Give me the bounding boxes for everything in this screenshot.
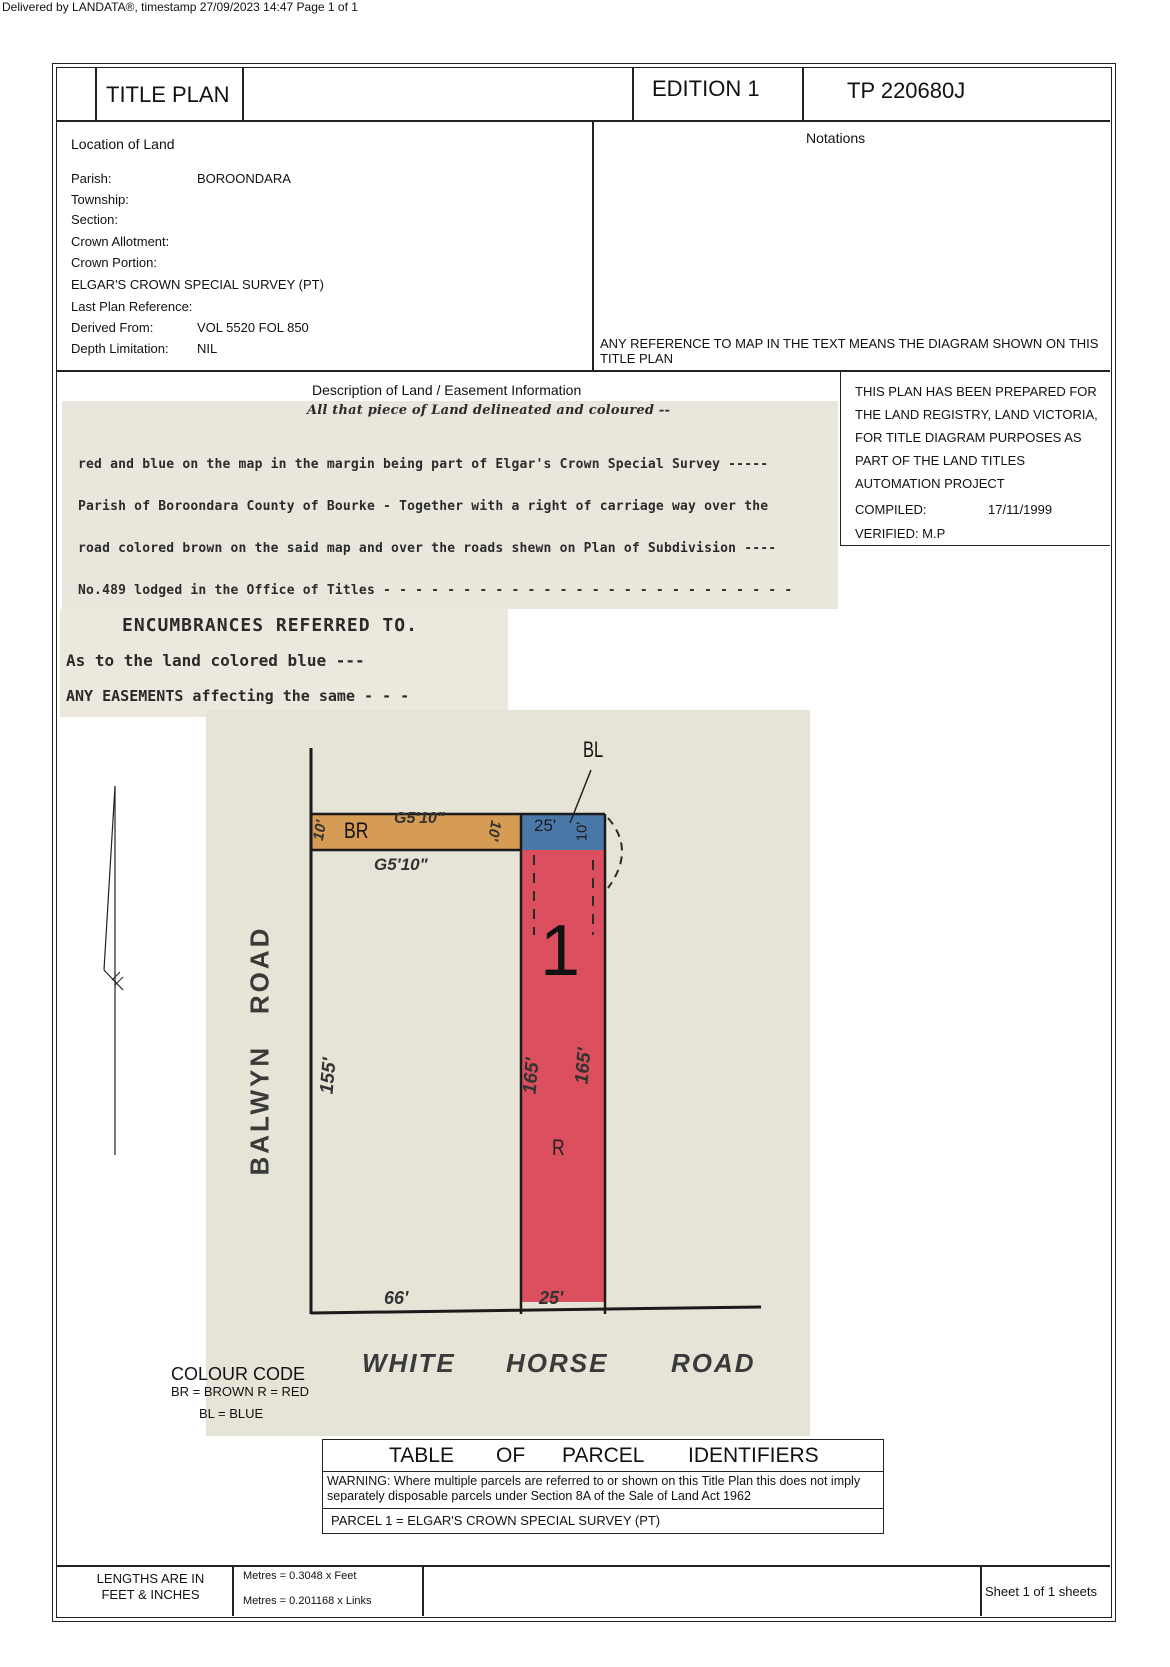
- parcel-table-row: PARCEL 1 = ELGAR'S CROWN SPECIAL SURVEY (PT): [331, 1513, 661, 1528]
- prepared-text: THIS PLAN HAS BEEN PREPARED FOR THE LAND REGISTRY, LAND VICTORIA, FOR TITLE DIAGRAM PURPOSES AS PART OF THE LAND TITLES AUTOMATION PROJECT: [855, 384, 1098, 491]
- colour-code-heading: COLOUR CODE: [171, 1364, 306, 1384]
- road-south-3: ROAD: [671, 1348, 756, 1378]
- encumbrances-line-2: ANY EASEMENTS affecting the same - - -: [66, 687, 410, 705]
- plan-number: TP 220680J: [847, 78, 966, 103]
- parcel-table-heading-2: OF: [496, 1444, 526, 1467]
- dim-66: 66': [384, 1288, 409, 1308]
- depth-label: Depth Limitation:: [71, 341, 169, 356]
- br-left-dim: 10': [310, 819, 331, 842]
- description-line-2: red and blue on the map in the margin being part of Elgar's Crown Special Survey -----: [78, 457, 769, 472]
- r-label: R: [552, 1135, 565, 1160]
- parish-label: Parish:: [71, 171, 112, 186]
- br-label: BR: [344, 818, 369, 843]
- parcel-table: [322, 1439, 884, 1534]
- encumbrances-heading: ENCUMBRANCES REFERRED TO.: [122, 615, 418, 636]
- br-dim-bottom: G5'10": [374, 855, 428, 874]
- compiled-value: 17/11/1999: [988, 502, 1053, 517]
- metres-links: Metres = 0.201168 x Links: [243, 1595, 372, 1607]
- parish-value: BOROONDARA: [197, 171, 291, 186]
- bl-width-dim: 25': [534, 816, 557, 835]
- description-line-3: Parish of Boroondara County of Bourke - Together with a right of carriage way over the: [78, 499, 769, 514]
- derived-from-label: Derived From:: [71, 320, 154, 335]
- edition: EDITION 1: [652, 76, 760, 101]
- location-heading: Location of Land: [71, 136, 175, 152]
- encumbrances-line-1: As to the land colored blue ---: [66, 651, 365, 670]
- dim-165-right: 165': [571, 1047, 596, 1085]
- compiled-label: COMPILED:: [855, 502, 927, 517]
- derived-from-value: VOL 5520 FOL 850: [197, 320, 309, 335]
- dim-165-left: 165': [519, 1057, 544, 1095]
- parcel-number: 1: [540, 911, 581, 991]
- sheet-count: Sheet 1 of 1 sheets: [985, 1584, 1098, 1599]
- parcel-table-heading-1: TABLE: [389, 1444, 454, 1467]
- survey-name: ELGAR'S CROWN SPECIAL SURVEY (PT): [71, 277, 324, 292]
- verified: VERIFIED: M.P: [855, 526, 946, 541]
- section-label: Section:: [71, 212, 118, 227]
- plan-diagram: [206, 710, 810, 1436]
- notations-text: ANY REFERENCE TO MAP IN THE TEXT MEANS THE DIAGRAM SHOWN ON THIS TITLE PLAN: [600, 336, 1099, 366]
- crown-portion-label: Crown Portion:: [71, 255, 157, 270]
- description-line-4: road colored brown on the said map and over the roads shewn on Plan of Subdivision ----: [78, 541, 777, 556]
- br-right-dim: 10': [484, 819, 505, 842]
- parcel-table-heading-row: [323, 1440, 883, 1472]
- road-south-2: HORSE: [506, 1348, 609, 1378]
- dim-25: 25': [539, 1288, 564, 1308]
- depth-value: NIL: [197, 341, 218, 356]
- colour-code-line-2: BL = BLUE: [199, 1406, 264, 1421]
- lengths-note: LENGTHS ARE IN FEET & INCHES: [96, 1571, 205, 1602]
- last-plan-label: Last Plan Reference:: [71, 299, 193, 314]
- description-scan: [62, 401, 838, 609]
- parcel-table-warning: WARNING: Where multiple parcels are referred to or shown on this Title Plan this does not imply separately disposable parcels under Section 8A of the Sale of Land Act 1962: [327, 1474, 861, 1503]
- br-dim-top: G5'10": [394, 810, 445, 827]
- description-line-1: All that piece of Land delineated and coloured --: [307, 403, 671, 418]
- bl-label: BL: [583, 737, 604, 762]
- encumbrances-scan: [60, 609, 508, 717]
- bl-height-dim: 10': [573, 821, 591, 842]
- parcel-table-heading-4: IDENTIFIERS: [688, 1444, 819, 1467]
- road-south-1: WHITE: [362, 1348, 456, 1378]
- metres-feet: Metres = 0.3048 x Feet: [243, 1570, 357, 1582]
- colour-code-line-1: BR = BROWN R = RED: [171, 1384, 309, 1399]
- road-west-label: BALWYN ROAD: [244, 925, 275, 1176]
- delivery-stamp: Delivered by LANDATA®, timestamp 27/09/2023 14:47 Page 1 of 1: [2, 0, 358, 14]
- plan-title: TITLE PLAN: [106, 82, 230, 107]
- crown-allotment-label: Crown Allotment:: [71, 234, 170, 249]
- description-line-5: No.489 lodged in the Office of Titles - - - - - - - - - - - - - - - - - - - - - - - - - -: [78, 583, 793, 598]
- north-arrow-icon: [95, 780, 135, 1160]
- description-heading: Description of Land / Easement Information: [312, 382, 582, 398]
- notations-heading: Notations: [806, 130, 866, 146]
- parcel-table-heading-3: PARCEL: [562, 1444, 645, 1467]
- dim-155: 155': [316, 1057, 341, 1095]
- township-label: Township:: [71, 192, 129, 207]
